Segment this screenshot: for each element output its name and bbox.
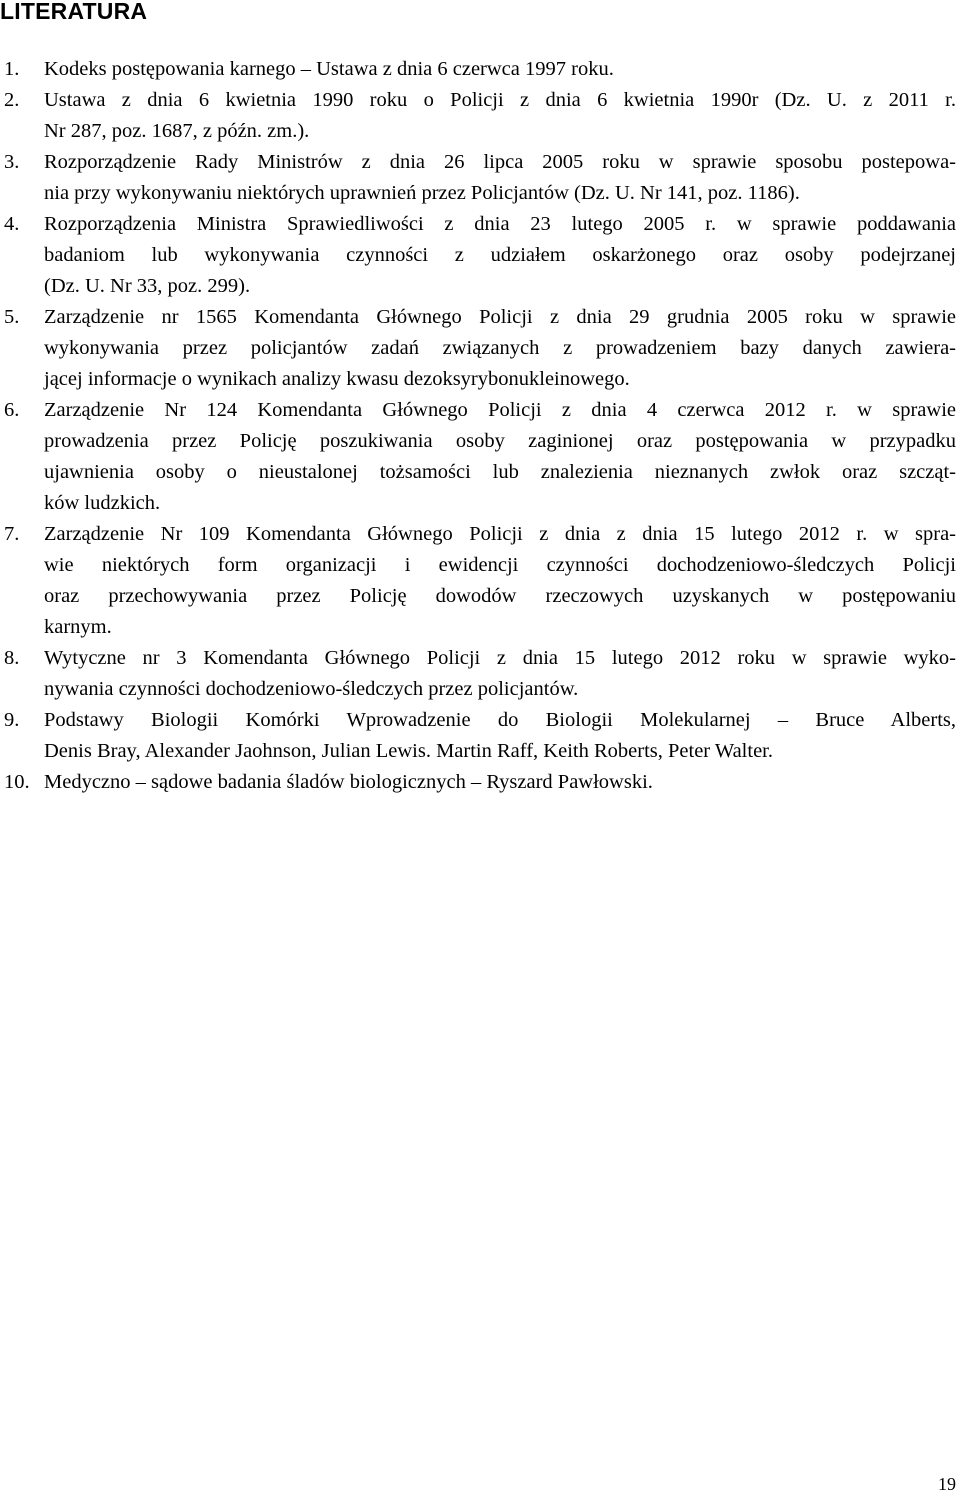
reference-item-6 [0, 395, 960, 519]
reference-item-3 [0, 147, 960, 209]
reference-line: Zarządzenie nr 1565 Komendanta Głównego Policji z dnia 29 grudnia 2005 roku w sprawie [44, 306, 956, 328]
reference-line: Nr 287, poz. 1687, z późn. zm.). [44, 120, 310, 142]
reference-line: Rozporządzenia Ministra Sprawiedliwości z dnia 23 lutego 2005 r. w sprawie poddawania [44, 213, 956, 235]
reference-item-8 [0, 643, 960, 705]
reference-line: ków ludzkich. [44, 492, 161, 514]
reference-line: karnym. [44, 616, 112, 638]
reference-line: Rozporządzenie Rady Ministrów z dnia 26 lipca 2005 roku w sprawie sposobu postepowa- [44, 151, 956, 173]
reference-line: Medyczno – sądowe badania śladów biologicznych – Ryszard Pawłowski. [44, 771, 653, 793]
reference-number: 8. [4, 647, 20, 669]
page-title: LITERATURA [0, 0, 148, 24]
reference-number: 4. [4, 213, 20, 235]
reference-line: Wytyczne nr 3 Komendanta Głównego Policji z dnia 15 lutego 2012 roku w sprawie wyko- [44, 647, 956, 669]
reference-line: jącej informacje o wynikach analizy kwasu dezoksyrybonukleinowego. [44, 368, 630, 390]
reference-number: 6. [4, 399, 20, 421]
reference-line: Denis Bray, Alexander Jaohnson, Julian Lewis. Martin Raff, Keith Roberts, Peter Walter. [44, 740, 773, 762]
page-number: 19 [938, 1474, 956, 1494]
reference-line: Kodeks postępowania karnego – Ustawa z dnia 6 czerwca 1997 roku. [44, 58, 614, 80]
reference-item-5 [0, 302, 960, 395]
reference-list [0, 54, 960, 798]
reference-line: (Dz. U. Nr 33, poz. 299). [44, 275, 251, 297]
reference-line: nywania czynności dochodzeniowo-śledczych przez policjantów. [44, 678, 579, 700]
reference-item-10 [0, 767, 960, 798]
reference-item-1 [0, 54, 960, 85]
reference-line: ujawnienia osoby o nieustalonej tożsamości lub znalezienia nieznanych zwłok oraz szcząt- [44, 461, 956, 483]
reference-number: 3. [4, 151, 20, 173]
reference-line: badaniom lub wykonywania czynności z udziałem oskarżonego oraz osoby podejrzanej [44, 244, 956, 266]
reference-item-7 [0, 519, 960, 643]
reference-item-4 [0, 209, 960, 302]
reference-line: nia przy wykonywaniu niektórych uprawnień przez Policjantów (Dz. U. Nr 141, poz. 1186). [44, 182, 800, 204]
reference-item-2 [0, 85, 960, 147]
reference-number: 10. [4, 771, 30, 793]
reference-number: 2. [4, 89, 20, 111]
reference-item-9 [0, 705, 960, 767]
reference-line: wie niektórych form organizacji i ewidencji czynności dochodzeniowo-śledczych Policji [44, 554, 956, 576]
reference-line: oraz przechowywania przez Policję dowodów rzeczowych uzyskanych w postępowaniu [44, 585, 956, 607]
reference-number: 9. [4, 709, 20, 731]
reference-number: 7. [4, 523, 20, 545]
reference-number: 1. [4, 58, 20, 80]
reference-line: prowadzenia przez Policję poszukiwania osoby zaginionej oraz postępowania w przypadku [44, 430, 956, 452]
reference-number: 5. [4, 306, 20, 328]
reference-line: Zarządzenie Nr 124 Komendanta Głównego Policji z dnia 4 czerwca 2012 r. w sprawie [44, 399, 956, 421]
reference-line: Ustawa z dnia 6 kwietnia 1990 roku o Policji z dnia 6 kwietnia 1990r (Dz. U. z 2011 r. [44, 89, 956, 111]
reference-line: wykonywania przez policjantów zadań związanych z prowadzeniem bazy danych zawiera- [44, 337, 956, 359]
reference-line: Podstawy Biologii Komórki Wprowadzenie do Biologii Molekularnej – Bruce Alberts, [44, 709, 956, 731]
reference-line: Zarządzenie Nr 109 Komendanta Głównego Policji z dnia z dnia 15 lutego 2012 r. w spra- [44, 523, 956, 545]
